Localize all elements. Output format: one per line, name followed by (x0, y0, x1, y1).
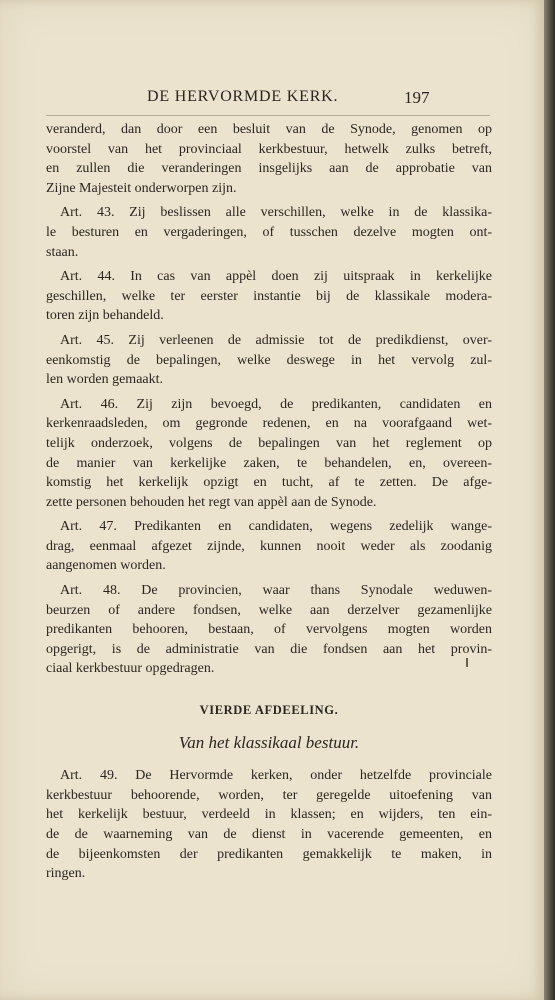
text-line: ringen. (46, 866, 86, 882)
text-line: opgerigt, is de administratie van die fondsen aan het provin- (46, 641, 492, 657)
text-line: zette personen behouden het regt van appèl aan de Synode. (46, 494, 377, 510)
page-edge (544, 0, 555, 1000)
page-number: 197 (404, 88, 430, 107)
text-line: kerkenraadsleden, om gegronde redenen, en na voorafgaand wet- (46, 416, 492, 432)
text-line: predikanten behooren, bestaan, of vervolgens mogten worden (46, 622, 492, 638)
running-head (0, 88, 544, 108)
text-line: veranderd, dan door een besluit van de Synode, genomen op (46, 122, 492, 137)
text-line: de manier van kerkelijke zaken, te behandelen, en, overeen- (46, 455, 492, 471)
section-heading: VIERDE AFDEELING. (199, 703, 339, 718)
paragraph-art45 (46, 331, 492, 390)
paragraph-art43 (46, 203, 492, 262)
text-line: komstig het kerkelijk opzigt en tucht, af te zetten. De afge- (46, 475, 492, 491)
text-line: Art. 45. Zij verleenen de admissie tot de predikdienst, over- (60, 332, 492, 348)
paragraph-art46 (46, 395, 492, 513)
margin-mark (466, 658, 468, 667)
text-line: le besturen en vergaderingen, of tusschen dezelve mogten ont- (46, 224, 492, 240)
text-line: kerkbestuur behoorende, worden, ter geregelde uitoefening van (46, 787, 492, 803)
text-line: en zullen die veranderingen insgelijks aan de approbatie van (46, 161, 492, 177)
text-line: eenkomstig de bepalingen, welke deswege in het vervolg zul- (46, 352, 492, 368)
text-line: Zijne Majesteit onderworpen zijn. (46, 180, 237, 196)
text-line: de bijeenkomsten der predikanten gemakkelijk te maken, in (46, 846, 492, 862)
section-subheading: Van het klassikaal bestuur. (178, 732, 360, 752)
paragraph-art48 (46, 581, 492, 679)
text-line: aangenomen worden. (46, 558, 166, 574)
text-line: voorstel van het provinciaal kerkbestuur, hetwelk zulks betreft, (46, 141, 492, 157)
paragraph-art47 (46, 517, 492, 576)
text-line: het kerkelijk bestuur, verdeeld in klassen; en wijders, ten ein- (46, 807, 492, 823)
text-line: geschillen, welke ter eerster instantie bij de klassikale modera- (46, 288, 492, 304)
text-line: Art. 46. Zij zijn bevoegd, de predikanten, candidaten en (60, 396, 492, 412)
text-line: beurzen of andere fondsen, welke aan derzelver gezamenlijke (46, 602, 492, 618)
body-text (46, 120, 492, 889)
text-line: staan. (46, 244, 79, 260)
text-line: Art. 48. De provincien, waar thans Synodale weduwen- (60, 583, 492, 599)
text-line: len worden gemaakt. (46, 372, 164, 388)
text-line: ciaal kerkbestuur opgedragen. (46, 661, 215, 677)
paragraph-art49 (46, 766, 492, 884)
text-line: drag, eenmaal afgezet zijnde, kunnen nooit weder als zoodanig (46, 538, 492, 554)
header-rule (46, 115, 490, 116)
running-title: DE HERVORMDE KERK. (147, 88, 339, 105)
text-line: de de waarneming van de dienst in vacerende gemeenten, en (46, 827, 492, 842)
paragraph-art44 (46, 267, 492, 326)
paragraph-cont (46, 120, 492, 198)
text-line: Art. 44. In cas van appèl doen zij uitspraak in kerkelijke (60, 269, 492, 285)
text-line: Art. 49. De Hervormde kerken, onder hetzelfde provinciale (60, 768, 492, 784)
text-line: Art. 47. Predikanten en candidaten, wegens zedelijk wange- (60, 519, 492, 535)
text-line: telijk onderzoek, volgens de bepalingen van het reglement op (46, 435, 492, 451)
text-line: toren zijn behandeld. (46, 308, 164, 324)
text-line: Art. 43. Zij beslissen alle verschillen, welke in de klassika- (60, 205, 492, 221)
